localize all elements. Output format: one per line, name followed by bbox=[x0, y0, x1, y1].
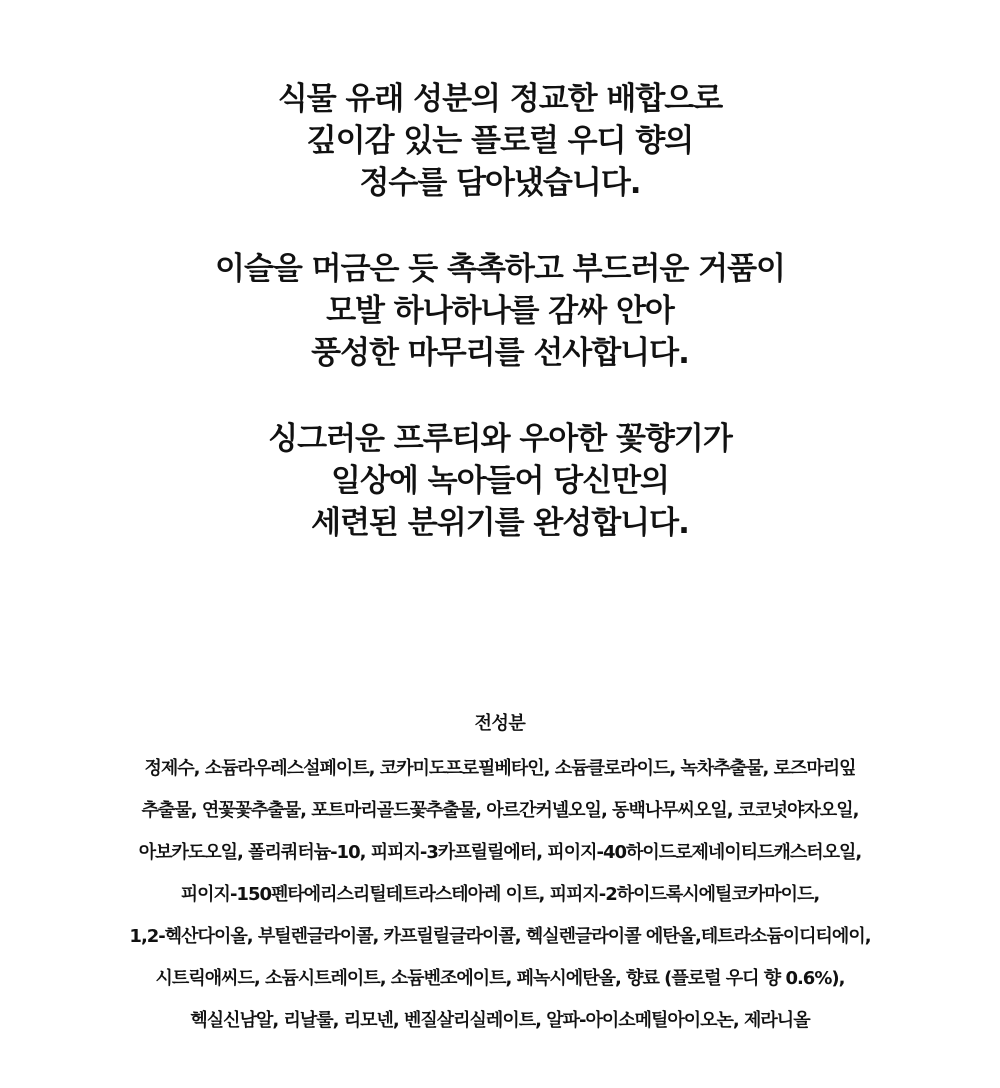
description-line: 세련된 분위기를 완성합니다. bbox=[311, 505, 689, 541]
ingredients-section bbox=[0, 704, 1000, 1042]
ingredient-line: 헥실신남알, 리날룰, 리모넨, 벤질살리실레이트, 알파-아이소메틸아이오논, 제라니올 bbox=[190, 1010, 810, 1031]
description-line: 식물 유래 성분의 정교한 배합으로 bbox=[277, 81, 723, 117]
description-line: 이슬을 머금은 듯 촉촉하고 부드러운 거품이 bbox=[215, 251, 785, 287]
description-paragraph-1 bbox=[0, 78, 1000, 204]
description-line: 깊이감 있는 플로럴 우디 향의 bbox=[306, 123, 694, 159]
ingredient-line: 아보카도오일, 폴리쿼터늄-10, 피피지-3카프릴릴에터, 피이지-40하이드로제네이티드캐스터오일, bbox=[138, 842, 862, 863]
description-paragraph-2 bbox=[0, 248, 1000, 374]
ingredient-line: 피이지-150펜타에리스리틸테트라스테아레 이트, 피피지-2하이드록시에틸코카마이드, bbox=[180, 884, 820, 905]
description-line: 모발 하나하나를 감싸 안아 bbox=[326, 293, 674, 329]
description-line: 정수를 담아냈습니다. bbox=[359, 165, 641, 201]
ingredient-line: 1,2-헥산다이올, 부틸렌글라이콜, 카프릴릴글라이콜, 헥실렌글라이콜 에탄올,테트라소듐이디티에이, bbox=[129, 926, 871, 947]
product-description bbox=[0, 78, 1000, 588]
description-line: 일상에 녹아들어 당신만의 bbox=[331, 463, 669, 499]
description-line: 풍성한 마무리를 선사합니다. bbox=[311, 335, 689, 371]
ingredients-title: 전성분 bbox=[474, 713, 526, 734]
description-line: 싱그러운 프루티와 우아한 꽃향기가 bbox=[268, 421, 732, 457]
ingredient-line: 추출물, 연꽃꽃추출물, 포트마리골드꽃추출물, 아르간커넬오일, 동백나무씨오일, 코코넛야자오일, bbox=[141, 800, 859, 821]
ingredient-line: 정제수, 소듐라우레스설페이트, 코카미도프로필베타인, 소듐클로라이드, 녹차추출물, 로즈마리잎 bbox=[144, 758, 856, 779]
description-paragraph-3 bbox=[0, 418, 1000, 544]
ingredient-line: 시트릭애씨드, 소듐시트레이트, 소듐벤조에이트, 페녹시에탄올, 향료 (플로럴 우디 향 0.6%), bbox=[155, 968, 845, 989]
